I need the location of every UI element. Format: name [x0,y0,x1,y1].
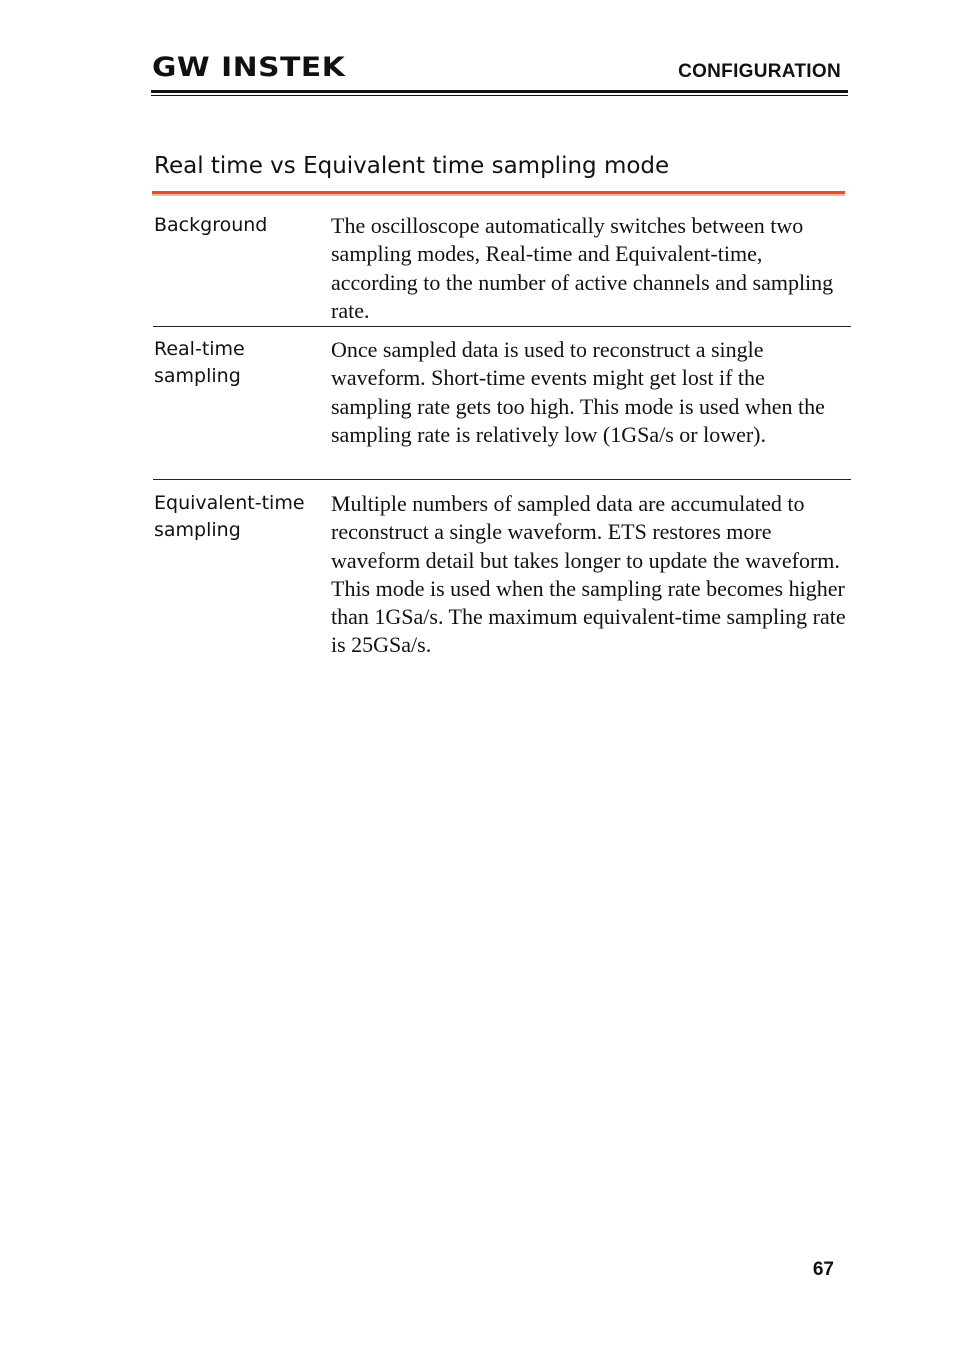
row-label: Background [154,214,268,236]
header-rule-thin [151,95,848,96]
title-underline-shadow [152,194,845,196]
section-label: CONFIGURATION [678,61,841,82]
row-divider [153,479,851,480]
row-description: The oscilloscope automatically switches between two sampling modes, Real-time and Equivalent-time, according to the number of active channels and sampling rate. [331,213,834,323]
header-rule [151,90,848,93]
brand-logo-text: GW INSTEK [152,52,346,83]
page-title: Real time vs Equivalent time sampling mode [154,153,670,179]
page-number: 67 [812,1259,834,1280]
row-divider [153,326,851,327]
brand-logo [152,52,346,83]
row-description: Multiple numbers of sampled data are accumulated to reconstruct a single waveform. ETS restores more waveform detail but takes longer to update the waveform. This mode is used when the sampling rate becomes higher than 1GSa/s. The maximum equivalent-time sampling rate is 25GSa/s. [331,491,846,658]
row-label: Equivalent-time sampling [154,492,305,541]
row-description: Once sampled data is used to reconstruct a single waveform. Short-time events might get lost if the sampling rate gets too high. This mode is used when the sampling rate is relatively low (1GSa/s or lower). [331,337,825,447]
row-label: Real-time sampling [154,338,245,387]
